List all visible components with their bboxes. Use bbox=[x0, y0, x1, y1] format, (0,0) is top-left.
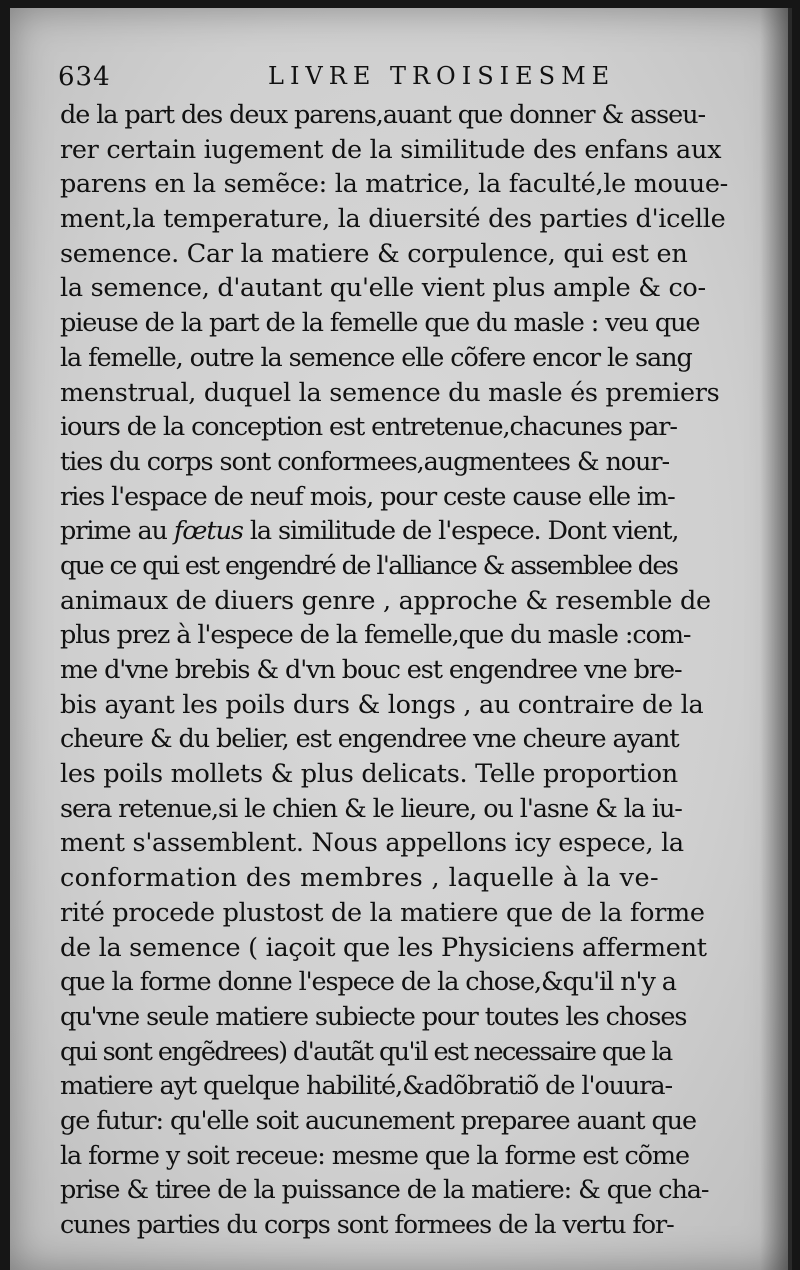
text-line: menstrual, duquel la semence du masle és premiers bbox=[60, 377, 720, 408]
text-line: pieuse de la part de la femelle que du masle : veu que bbox=[60, 308, 700, 339]
text-line: ties du corps sont conformees,augmentees & nour- bbox=[60, 446, 669, 477]
text-line: cheure & du belier, est engendree vne cheure ayant bbox=[60, 724, 679, 755]
spine-shadow bbox=[760, 8, 788, 1270]
text-segment: la similitude de l'espece. Dont vient, bbox=[242, 516, 679, 547]
text-segment: prime au bbox=[60, 516, 174, 547]
text-line: ge futur: qu'elle soit aucunement preparee auant que bbox=[60, 1105, 696, 1136]
text-line: sera retenue,si le chien & le lieure, ou l'asne & la iu- bbox=[60, 793, 682, 824]
text-line: la forme y soit receue: mesme que la forme est cõme bbox=[60, 1140, 689, 1171]
text-line: cunes parties du corps sont formees de la vertu for- bbox=[60, 1210, 674, 1240]
text-line: plus prez à l'espece de la femelle,que du masle :com- bbox=[60, 620, 691, 651]
italic-word: fœtus bbox=[173, 516, 243, 547]
text-line: ment,la temperature, la diuersité des parties d'icelle bbox=[60, 204, 726, 235]
text-line: matiere ayt quelque habilité,&adõbratiõ de l'ouura- bbox=[60, 1071, 672, 1102]
text-line: bis ayant les poils durs & longs , au contraire de la bbox=[60, 689, 704, 720]
text-line: qu'vne seule matiere subiecte pour toutes les choses bbox=[60, 1001, 687, 1032]
text-line bbox=[60, 514, 750, 549]
text-line: parens en la semẽce: la matrice, la faculté,le mouue- bbox=[60, 169, 728, 200]
text-line: que la forme donne l'espece de la chose,&qu'il n'y a bbox=[60, 967, 676, 998]
text-line: qui sont engẽdrees) d'autãt qu'il est necessaire que la bbox=[60, 1036, 672, 1067]
text-line: que ce qui est engendré de l'alliance & assemblee des bbox=[60, 550, 678, 581]
text-line: ries l'espace de neuf mois, pour ceste cause elle im- bbox=[60, 481, 675, 512]
text-line: rité procede plustost de la matiere que de la forme bbox=[60, 897, 705, 928]
text-line: rer certain iugement de la similitude des enfans aux bbox=[60, 134, 722, 165]
text-line: prise & tiree de la puissance de la matiere: & que cha- bbox=[60, 1175, 709, 1206]
text-line: la femelle, outre la semence elle cõfere encor le sang bbox=[60, 342, 692, 373]
page-header bbox=[58, 58, 758, 98]
text-line: semence. Car la matiere & corpulence, qui est en bbox=[60, 238, 688, 269]
body-text bbox=[60, 98, 750, 1243]
text-line: conformation des membres , laquelle à la ve- bbox=[60, 863, 659, 894]
text-line: animaux de diuers genre , approche & resemble de bbox=[60, 585, 711, 616]
text-line: me d'vne brebis & d'vn bouc est engendree vne bre- bbox=[60, 655, 682, 685]
text-line: ment s'assemblent. Nous appellons icy espece, la bbox=[60, 828, 684, 859]
running-head: LIVRE TROISIESME bbox=[268, 62, 616, 90]
text-line: de la semence ( iaçoit que les Physiciens afferment bbox=[60, 932, 707, 963]
text-line: les poils mollets & plus delicats. Telle proportion bbox=[60, 759, 678, 790]
page-number: 634 bbox=[58, 62, 111, 92]
text-line: la semence, d'autant qu'elle vient plus ample & co- bbox=[60, 273, 706, 304]
text-line: iours de la conception est entretenue,chacunes par- bbox=[60, 412, 677, 443]
text-line: de la part des deux parens,auant que donner & asseu- bbox=[60, 100, 705, 130]
